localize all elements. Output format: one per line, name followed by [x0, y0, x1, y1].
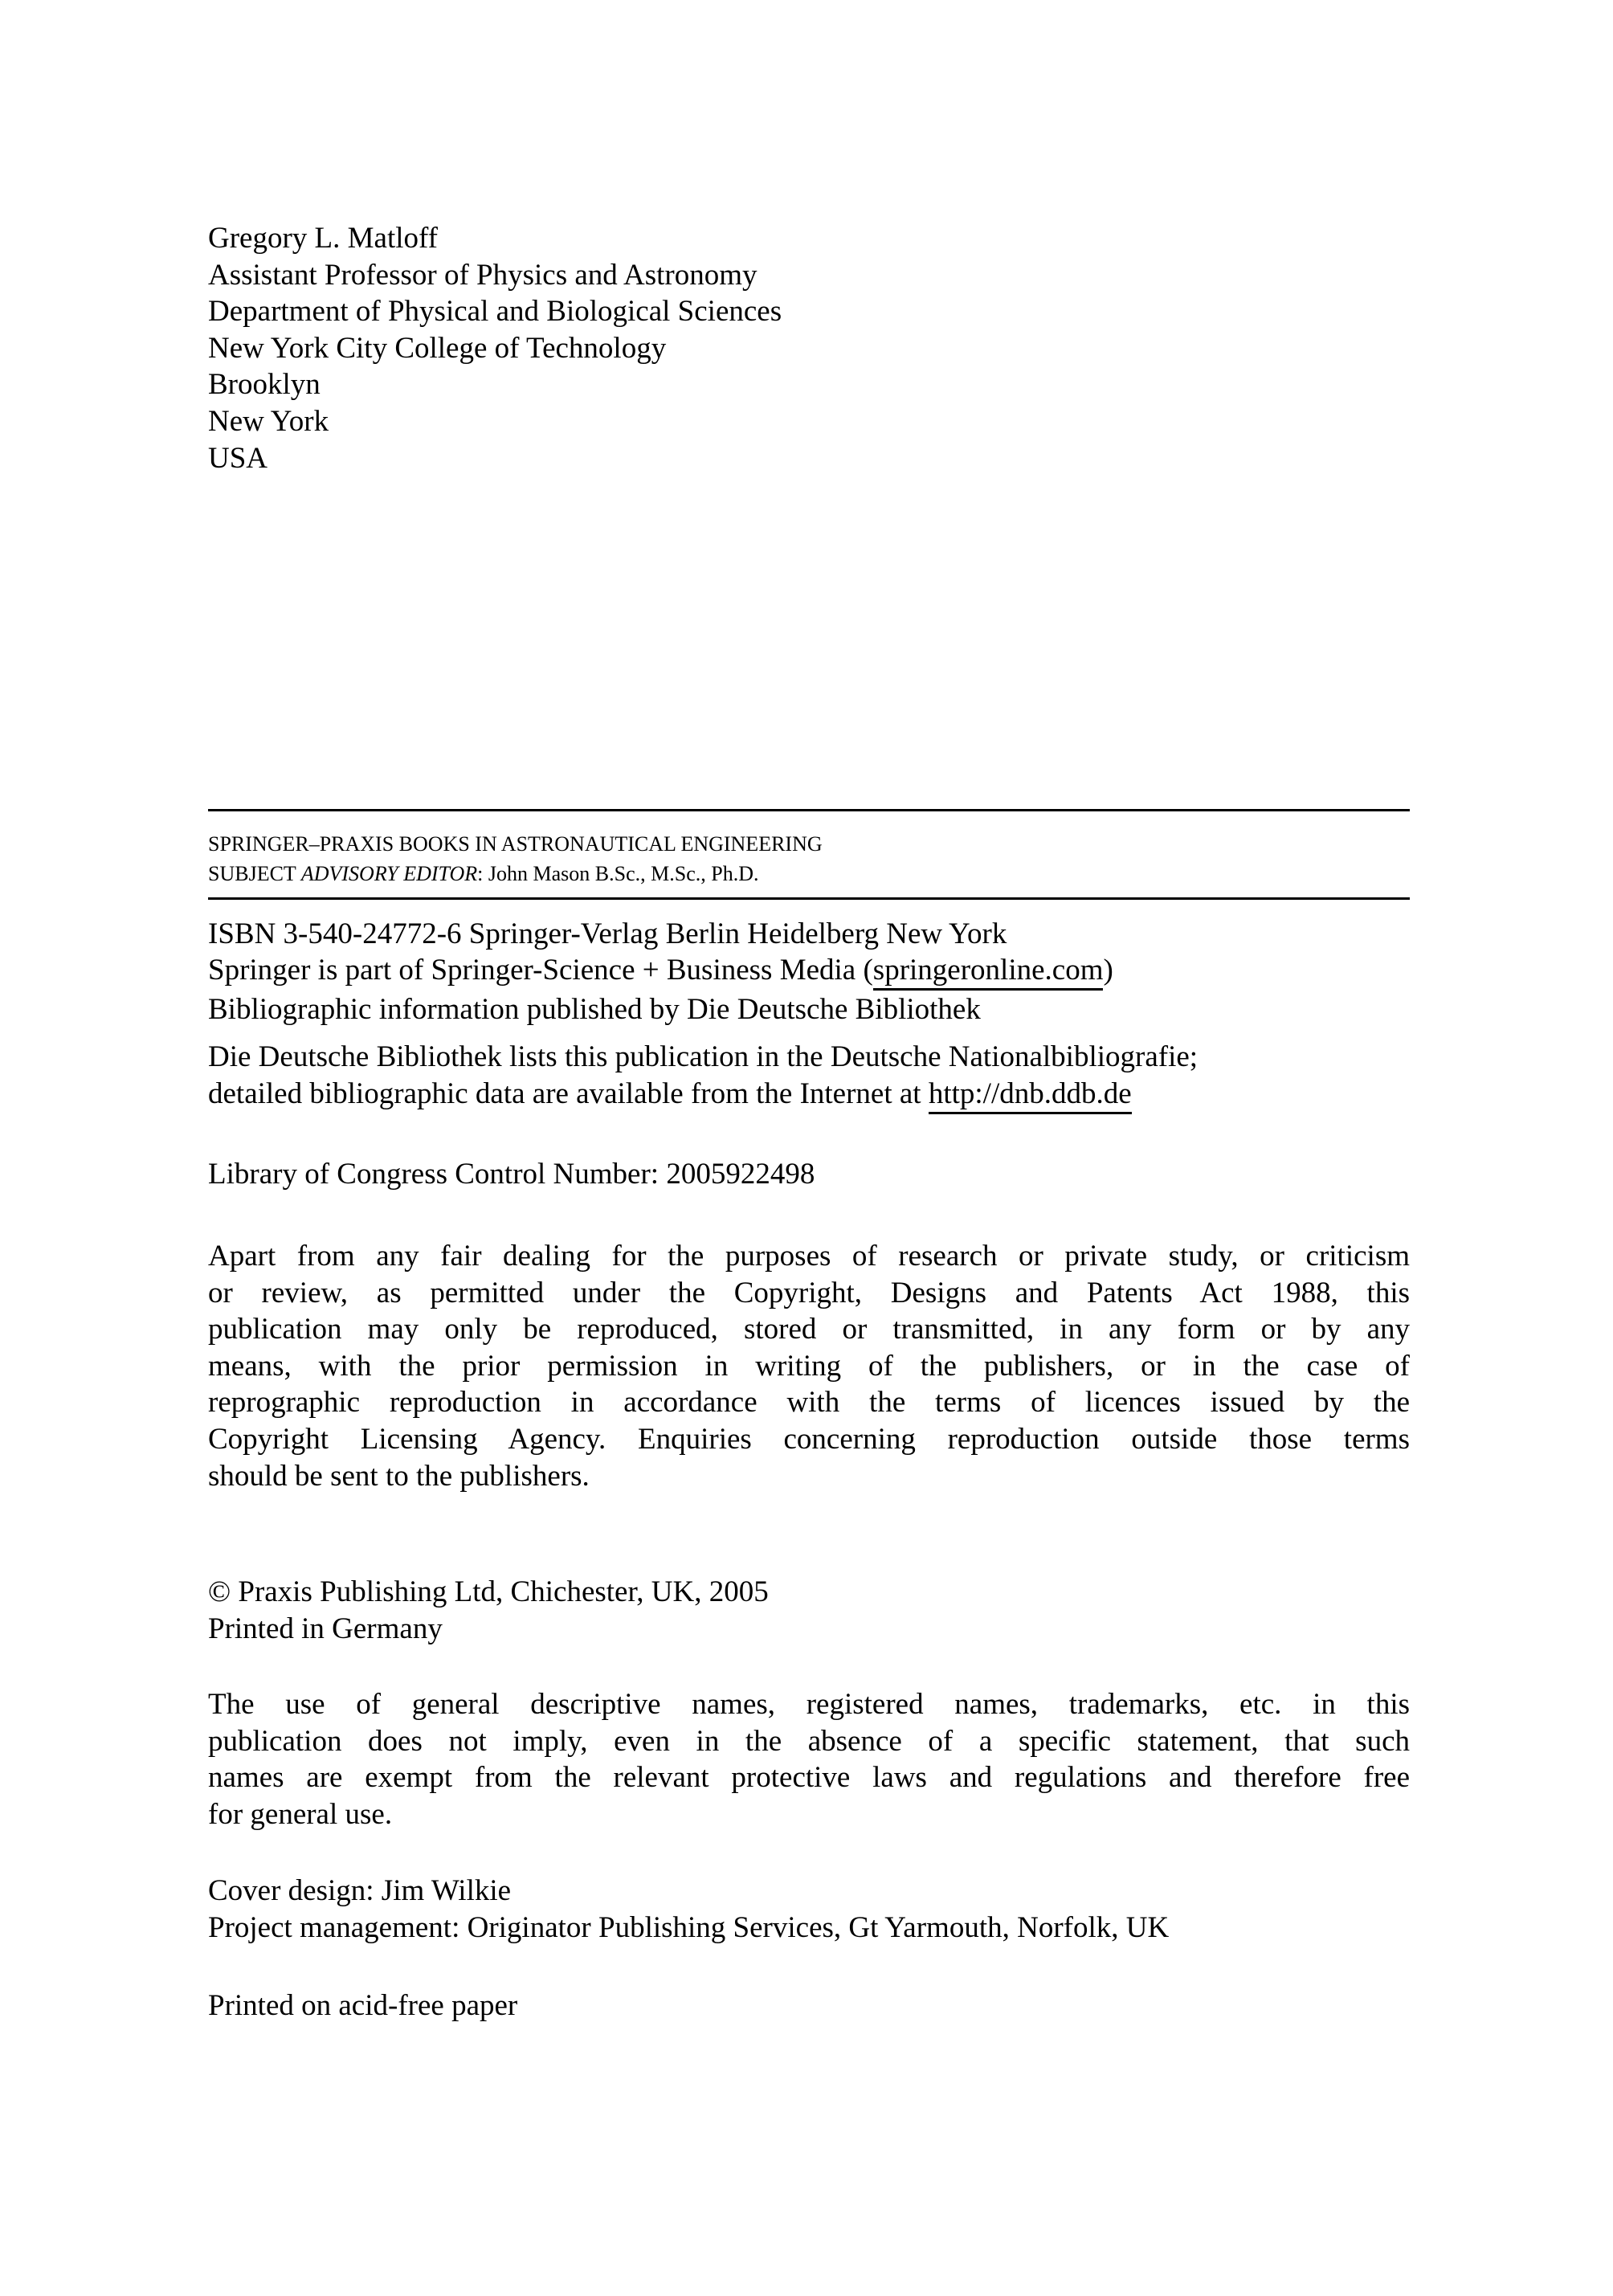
project-management: Project management: Originator Publishing Services, Gt Yarmouth, Norfolk, UK	[208, 1910, 1170, 1944]
trademark-notice	[208, 1686, 1410, 1832]
dnb-line-2	[208, 1076, 1410, 1113]
loc-number: Library of Congress Control Number: 2005922498	[208, 1158, 815, 1191]
series-info	[208, 829, 1410, 889]
series-rule-top	[208, 809, 1410, 811]
editor-label: ADVISORY EDITOR	[300, 862, 478, 885]
notice-line: The use of general descriptive names, registered names, trademarks, etc. in this	[208, 1688, 1410, 1721]
biblio-line: Bibliographic information published by Die Deutsche Bibliothek	[208, 993, 981, 1026]
printed-in: Printed in Germany	[208, 1612, 443, 1645]
author-state: New York	[208, 404, 329, 438]
dnb-text: detailed bibliographic data are available from the Internet at	[208, 1077, 929, 1110]
author-address	[208, 220, 1410, 476]
author-college: New York City College of Technology	[208, 331, 667, 365]
editor-name: : John Mason B.Sc., M.Sc., Ph.D.	[477, 862, 759, 885]
series-title: SPRINGER–PRAXIS BOOKS IN ASTRONAUTICAL ENGINEERING	[208, 832, 823, 856]
copyright-block	[208, 1574, 1410, 1647]
springer-text: Springer is part of Springer-Science + Business Media (	[208, 954, 873, 987]
series-rule-bottom	[208, 897, 1410, 900]
paper-note: Printed on acid-free paper	[208, 1989, 518, 2022]
notice-line: should be sent to the publishers.	[208, 1459, 590, 1493]
copyright-line: © Praxis Publishing Ltd, Chichester, UK, 2005	[208, 1575, 769, 1608]
author-title: Assistant Professor of Physics and Astronomy	[208, 258, 757, 292]
notice-line: publication may only be reproduced, stored or transmitted, in any form or by any	[208, 1313, 1410, 1346]
springer-link[interactable]: springeronline.com	[873, 954, 1104, 991]
notice-line: or review, as permitted under the Copyright, Designs and Patents Act 1988, this	[208, 1276, 1410, 1309]
author-department: Department of Physical and Biological Sciences	[208, 295, 782, 329]
dnb-notice	[208, 1039, 1410, 1112]
dnb-link[interactable]: http://dnb.ddb.de	[929, 1077, 1132, 1114]
editor-prefix: SUBJECT	[208, 862, 301, 885]
author-country: USA	[208, 441, 268, 475]
author-name: Gregory L. Matloff	[208, 222, 438, 255]
notice-line: publication does not imply, even in the absence of a specific statement, that such	[208, 1724, 1410, 1758]
notice-line: reprographic reproduction in accordance with the terms of licences issued by the	[208, 1386, 1410, 1420]
dnb-line-1: Die Deutsche Bibliothek lists this publication in the Deutsche Nationalbibliografie;	[208, 1040, 1199, 1073]
notice-line: means, with the prior permission in writing of the publishers, or in the case of	[208, 1349, 1410, 1383]
author-city: Brooklyn	[208, 368, 321, 402]
credits	[208, 1873, 1410, 1946]
notice-line: for general use.	[208, 1797, 393, 1831]
springer-line	[208, 952, 1410, 989]
notice-line: Copyright Licensing Agency. Enquiries concerning reproduction outside those terms	[208, 1422, 1410, 1456]
series-editor	[208, 859, 1410, 889]
notice-line: names are exempt from the relevant protective laws and regulations and therefore free	[208, 1761, 1410, 1795]
copyright-notice	[208, 1238, 1410, 1494]
notice-line: Apart from any fair dealing for the purposes of research or private study, or criticism	[208, 1240, 1410, 1273]
isbn: ISBN 3-540-24772-6 Springer-Verlag Berlin Heidelberg New York	[208, 917, 1007, 950]
springer-after: )	[1103, 954, 1113, 987]
cover-design: Cover design: Jim Wilkie	[208, 1874, 512, 1907]
